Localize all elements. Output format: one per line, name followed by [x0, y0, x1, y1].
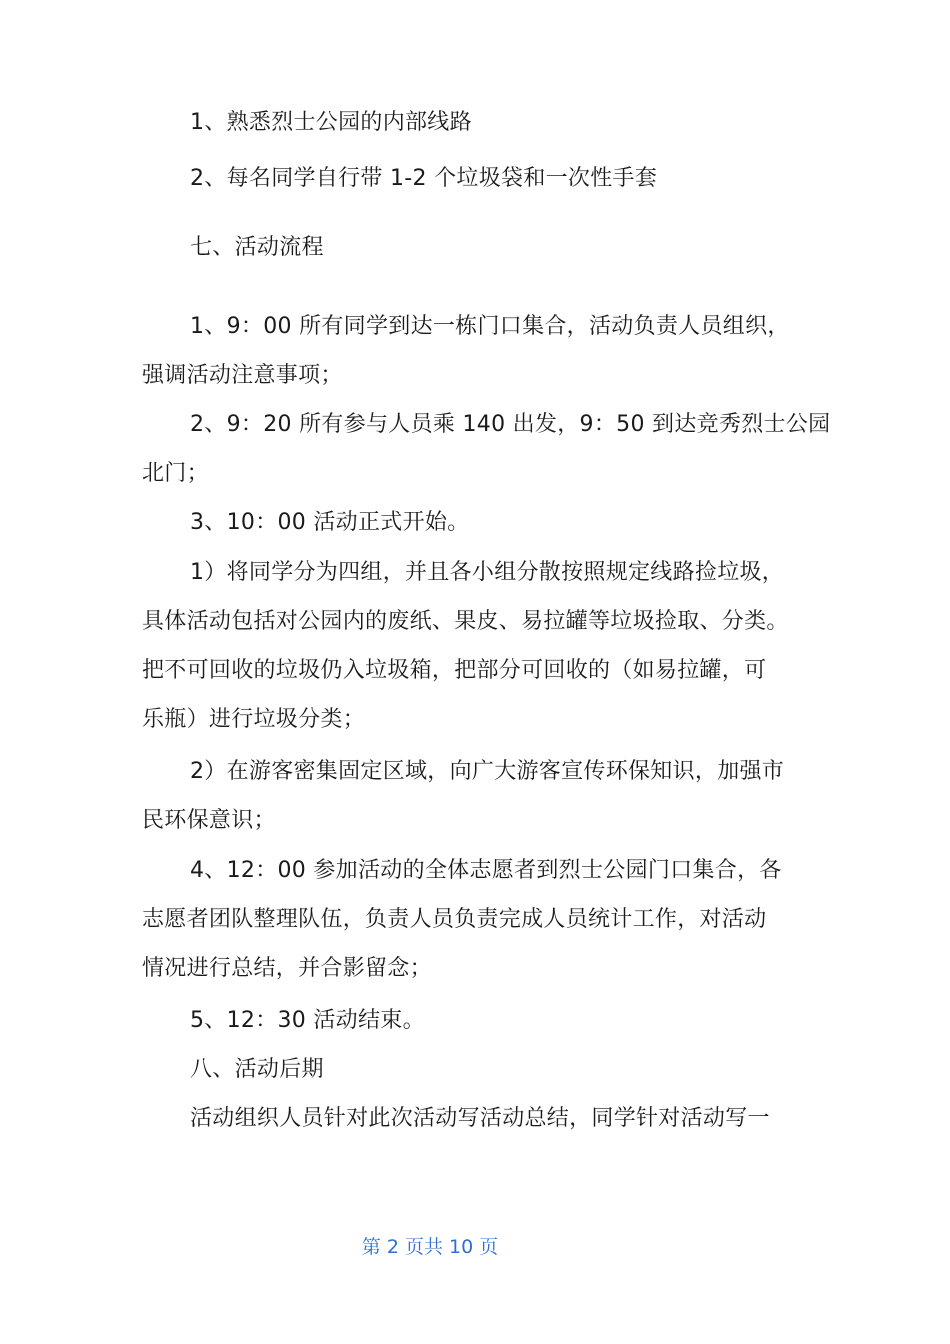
paragraph-line: 民环保意识； — [142, 808, 276, 833]
paragraph-line: 2、每名同学自行带 1-2 个垃圾袋和一次性手套 — [190, 166, 658, 191]
paragraph-line: 1）将同学分为四组，并且各小组分散按照规定线路捡垃圾， — [190, 560, 785, 585]
page-number-footer: 第 2 页共 10 页 — [361, 1236, 499, 1258]
paragraph-line: 乐瓶）进行垃圾分类； — [142, 707, 366, 732]
paragraph-line: 5、12：30 活动结束。 — [190, 1008, 425, 1033]
paragraph-line: 3、10：00 活动正式开始。 — [190, 510, 470, 535]
paragraph-line: 4、12：00 参加活动的全体志愿者到烈士公园门口集合，各 — [190, 858, 782, 883]
paragraph-line: 志愿者团队整理队伍，负责人员负责完成人员统计工作，对活动 — [142, 907, 767, 932]
paragraph-line: 2）在游客密集固定区域，向广大游客宣传环保知识，加强市 — [190, 759, 785, 784]
paragraph-line: 1、熟悉烈士公园的内部线路 — [190, 110, 472, 135]
section-heading: 七、活动流程 — [190, 235, 324, 260]
paragraph-line: 北门； — [142, 461, 209, 486]
paragraph-line: 活动组织人员针对此次活动写活动总结，同学针对活动写一 — [190, 1106, 770, 1131]
paragraph-line: 1、9：00 所有同学到达一栋门口集合，活动负责人员组织， — [190, 314, 790, 339]
paragraph-line: 2、9：20 所有参与人员乘 140 出发，9：50 到达竞秀烈士公园 — [190, 412, 831, 437]
paragraph-line: 强调活动注意事项； — [142, 363, 343, 388]
paragraph-line: 把不可回收的垃圾仍入垃圾箱，把部分可回收的（如易拉罐，可 — [142, 658, 767, 683]
paragraph-line: 情况进行总结，并合影留念； — [142, 956, 432, 981]
section-heading: 八、活动后期 — [190, 1057, 324, 1082]
paragraph-line: 具体活动包括对公园内的废纸、果皮、易拉罐等垃圾捡取、分类。 — [142, 609, 789, 634]
